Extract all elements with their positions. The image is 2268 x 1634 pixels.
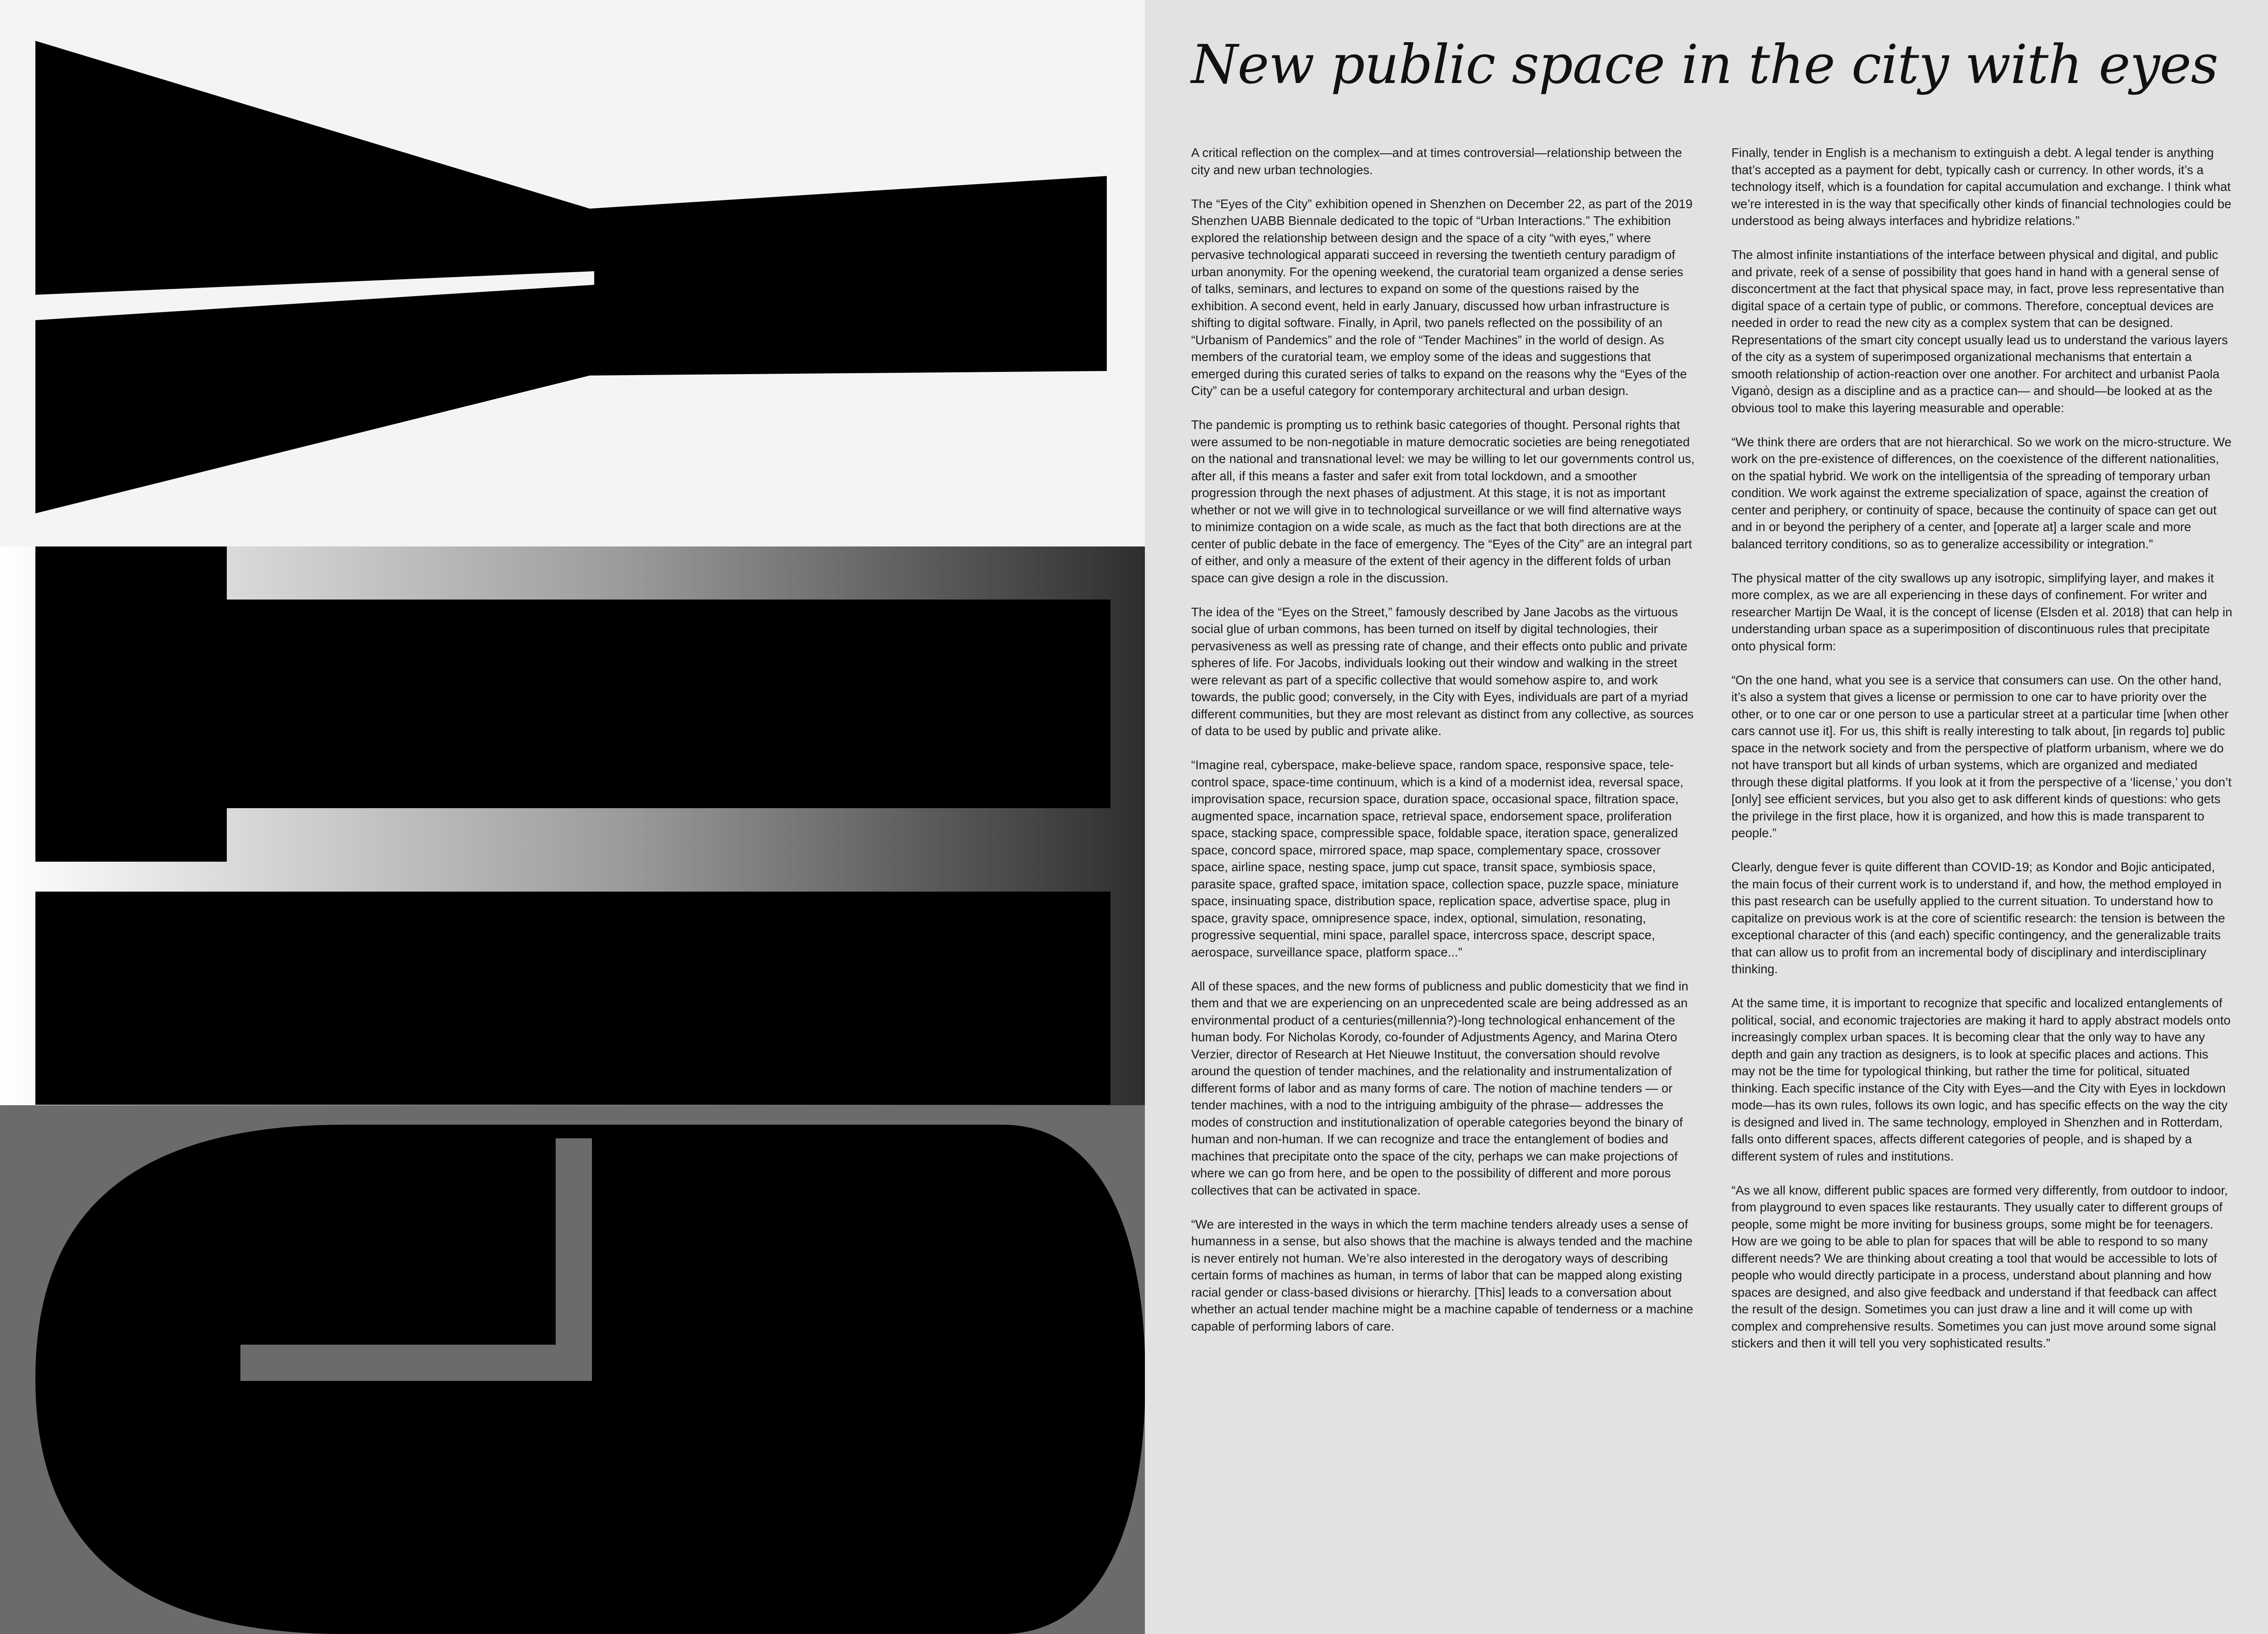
paragraph: “On the one hand, what you see is a service that consumers can use. On the other hand, it’s also a system that gives a license or permission to one car to have priority over the other, or to one car or one person to use a particular street at a particular time [when other cars cannot use it]. For us, this shift is really interesting to talk about, [in regards to] public space in the network society and from the perspective of platform urbanism, where we do not have transport but all kinds of urban systems, which are organized and mediated through these digital platforms. If you look at it from the perspective of a ‘license,’ you don’t [only] see efficient services, but you also get to ask different kinds of questions: who gets the privilege in the first place, how it is organized, and how this is made transparent to people.” <box>1731 673 2232 840</box>
letter-c-stroke <box>556 1138 592 1381</box>
paragraph: “As we all know, different public spaces are formed very differently, from outdoor to indoor, from playground to even spaces like restaurants. They usually cater to different groups of people, some might be more inviting for business groups, some might be for teenagers. How are we going to be able to plan for spaces that will be able to respond to so many different needs? We are thinking about creating a tool that would be accessible to lots of people who would directly participate in a process, understand about planning and how spaces are designed, and also give feedback and understand if that feedback can affect the result of the design. Sometimes you can just draw a line and it will come up with complex and comprehensive results. Sometimes you can just move around some signal stickers and then it will tell you very sophisticated results.” <box>1731 1183 2228 1350</box>
article-title: New public space in the city with eyes <box>1191 33 2218 96</box>
paragraph: Finally, tender in English is a mechanism to extinguish a debt. A legal tender is anything that’s accepted as a payment for debt, typically cash or currency. In other words, it’s a technology itself, which is a foundation for capital accumulation and exchange. I think what we’re interested in is the way that specifically other kinds of financial technologies could be understood as being always interfaces and hybridize relations.” <box>1731 146 2232 228</box>
letter-c-bar <box>240 1345 592 1381</box>
paragraph: “We are interested in the ways in which the term machine tenders already uses a sense of humanness in a sense, but also shows that the machine is always tended and the machine is never entirely not human. We’re also interested in the derogatory ways of describing certain forms of machines as human, in terms of labor that can be mapped along existing racial gender or class-based divisions or hierarchy. [This] leads to a conversation about whether an actual tender machine might be a machine capable of tenderness or a machine capable of performing labors of care. <box>1191 1217 1693 1333</box>
paragraph: “We think there are orders that are not hierarchical. So we work on the micro-structure. We work on the pre-existence of differences, on the coexistence of the different nationalities, on the spatial hybrid. We work on the intelligentsia of the spreading of temporary urban condition. We work against the extreme specialization of space, against the creation of center and periphery, or continuity of space, because the continuity of space can get out and in or beyond the periphery of a center, and [operate at] a larger scale and more balanced territory conditions, so as to generalize accessibility or integration.” <box>1731 434 2232 551</box>
article-page <box>1145 0 2268 1634</box>
letter-i <box>35 892 1110 1105</box>
right-text-column <box>1731 144 2235 1369</box>
paragraph: “Imagine real, cyberspace, make-believe space, random space, responsive space, tele-control space, space-time continuum, which is a kind of a modernist idea, reversal space, improvisation space, recursion space, duration space, occasional space, filtration space, augmented space, incarnation space, retrieval space, endorsement space, proliferation space, stacking space, compressible space, foldable space, iteration space, generalized space, concord space, mirrored space, map space, complementary space, crossover space, airline space, nesting space, jump cut space, transit space, symbiosis space, parasite space, grafted space, imitation space, collection space, puzzle space, miniature space, insinuating space, distribution space, replication space, advertise space, plug in space, gravity space, omnipresence space, index, optional, simulation, resonating, progressive sequential, mini space, parallel space, intercross space, descript space, aerospace, surveillance space, platform space...” <box>1191 758 1684 959</box>
paragraph: Clearly, dengue fever is quite different than COVID-19; as Kondor and Bojic anticipated, the main focus of their current work is to understand if, and how, the method employed in this past research can be usefully applied to the current situation. To understand how to capitalize on previous work is at the core of scientific research: the tension is between the exceptional character of this (and each) specific contingency, and the generalizable traits that can allow us to profit from an incremental body of disciplinary and interdisciplinary thinking. <box>1731 860 2225 976</box>
paragraph: The pandemic is prompting us to rethink basic categories of thought. Personal rights that were assumed to be non-negotiable in mature democratic societies are being renegotiated on the national and transnational level: we may be willing to let our governments control us, after all, if this means a faster and safer exit from total lockdown, and a smoother progression through the next phases of adjustment. At this stage, it is not as important whether or not we will give in to technological surveillance or we will find alternative ways to minimize contagion on a wide scale, as much as the fact that both directions are at the center of public debate in the face of emergency. The “Eyes of the City” are an integral part of either, and only a measure of the extent of their agency in the different folds of urban space can give design a role in the discussion. <box>1191 418 1695 585</box>
paragraph: The physical matter of the city swallows up any isotropic, simplifying layer, and makes it more complex, as we are all experiencing in these days of confinement. For writer and researcher Martijn De Waal, it is the concept of license (Elsden et al. 2018) that can help in understanding urban space as a superimposition of discontinuous rules that precipitate onto physical form: <box>1731 571 2233 653</box>
paragraph: All of these spaces, and the new forms of publicness and public domesticity that we find in them and that we are experiencing on an unprecedented scale are being addressed as an environmental product of a centuries(millennia?)-long technological enhancement of the human body. For Nicholas Korody, co-founder of Adjustments Agency, and Marina Otero Verzier, director of Research at Het Nieuwe Instituut, the conversation should revolve around the question of tender machines, and the relationality and instrumentalization of different forms of labor and as many forms of care. The notion of machine tenders — or tender machines, with a nod to the intriguing ambiguity of the phrase— addresses the modes of construction and institutionalization of operable categories beyond the binary of human and non-human. If we can recognize and trace the entanglement of bodies and machines that precipitate onto the space of the city, perhaps we can make projections of where we can go from here, and be open to the possibility of different and more porous collectives that can be activated in space. <box>1191 979 1689 1197</box>
left-text-column <box>1191 144 1695 1352</box>
paragraph: The idea of the “Eyes on the Street,” famously described by Jane Jacobs as the virtuous social glue of urban commons, has been turned on itself by digital technologies, their pervasiveness as well as pressing rate of change, and their effects onto public and private spheres of life. For Jacobs, individuals looking out their window and walking in the street were relevant as part of a specific collective that would somehow aspire to, and work towards, the public good; conversely, in the City with Eyes, individuals are part of a myriad different communities, but they are most relevant as distinct from any collective, as sources of data to be used by public and private alike. <box>1191 605 1694 738</box>
paragraph: A critical reflection on the complex—and at times controversial—relationship between the city and new urban technologies. <box>1191 146 1682 177</box>
paragraph: The almost infinite instantiations of the interface between physical and digital, and public and private, reek of a sense of possibility that goes hand in hand with a general sense of disconcertment at the fact that physical space may, in fact, prove less representative than digital space of a certain type of public, or commons. Therefore, conceptual devices are needed in order to read the new city as a complex system that can be designed. Representations of the smart city concept usually lead us to understand the various layers of the city as a system of superimposed organizational mechanisms that entertain a smooth relationship of action-reaction over one another. For architect and urbanist Paola Viganò, design as a discipline and as a practice can— and should—be looked at as the obvious tool to make this layering measurable and operable: <box>1731 248 2228 415</box>
paragraph: The “Eyes of the City” exhibition opened in Shenzhen on December 22, as part of the 2019 Shenzhen UABB Biennale dedicated to the topic of “Urban Interactions.” The exhibition explored the relationship between design and the space of a city “with eyes,” where pervasive technological apparati succeed in reversing the twentieth century paradigm of urban anonymity. For the opening weekend, the curatorial team organized a dense series of talks, seminars, and lectures to expand on some of the questions raised by the exhibition. A second event, held in early January, discussed how urban infrastructure is shifting to digital software. Finally, in April, two panels reflected on the possibility of an “Urbanism of Pandemics” and the role of “Tender Machines” in the world of design. As members of the curatorial team, we employ some of the ideas and suggestions that emerged during this curated series of talks to expand on the reasons why the “Eyes of the City” can be a useful category for contemporary architectural and urban design. <box>1191 196 1693 398</box>
paragraph: At the same time, it is important to recognize that specific and localized entanglements of political, social, and economic trajectories are making it hard to apply abstract models onto increasingly complex urban spaces. It is becoming clear that the only way to have any depth and gain any traction as designers, is to look at specific places and actions. This may not be the time for typological thinking, but rather the time for political, situated thinking. Each specific instance of the City with Eyes—and the City with Eyes in lockdown mode—has its own rules, follows its own logic, and has specific effects on the way the city is designed and lived in. The same technology, employed in Shenzhen and in Rotterdam, falls onto different spaces, affects different categories of people, and is shaped by a different system of rules and institutions. <box>1731 996 2231 1163</box>
